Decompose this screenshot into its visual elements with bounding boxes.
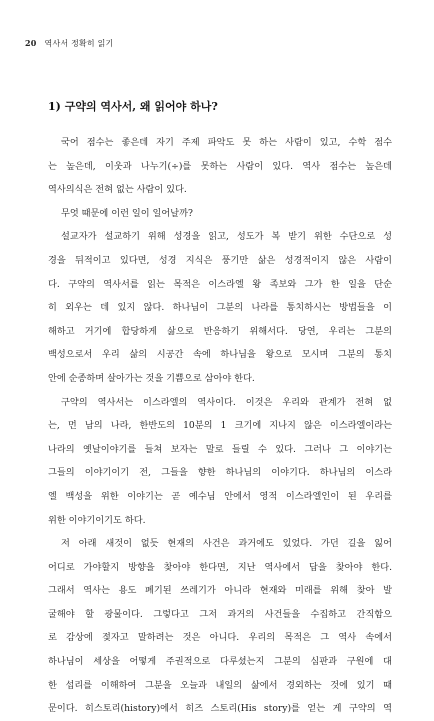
text-line: 엘 백성을 위한 이야기는 곧 예수님 안에서 영적 이스라엘인이 된 우리를 xyxy=(48,490,392,502)
running-head xyxy=(25,38,113,49)
text-line: 그래서 역사는 용도 폐기된 쓰레기가 아니라 현재와 미래를 위해 찾아 발 xyxy=(48,585,392,597)
text-line: 문이다. 히스토리(history)에서 히즈 스토리(His story)를 얻는 게 구약의 역 xyxy=(48,703,392,715)
text-line: 그들의 이야기이기 전, 그들을 향한 하나님의 이야기다. 하나님의 이스라 xyxy=(48,467,392,479)
text-line: 경을 뒤적이고 있다면, 성경 지식은 풍기만 삶은 성경적이지 않은 사람이 xyxy=(48,254,392,266)
text-line: 백성으로서 우리 삶의 시공간 속에 하나님을 왕으로 모시며 그분의 통치 xyxy=(48,349,392,361)
text-line: 한 섭리를 이해하여 그분을 오늘과 내일의 삶에서 경외하는 것에 있기 때 xyxy=(48,679,392,691)
text-line: 무엇 때문에 이런 일이 일어날까? xyxy=(61,207,193,219)
section-heading: 1) 구약의 역사서, 왜 읽어야 하나? xyxy=(48,100,218,113)
text-line: 역사의식은 전혀 없는 사람이 있다. xyxy=(48,184,187,196)
text-line: 히 외우는 데 있지 않다. 하나님이 그분의 나라를 통치하시는 방법들을 이 xyxy=(48,302,392,314)
text-line: 국어 점수는 좋은데 자기 주제 파악도 못 하는 사람이 있고, 수학 점수 xyxy=(61,137,392,148)
text-line: 저 아래 새것이 없듯 현재의 사건은 과거에도 있었다. 가던 길을 잃어 xyxy=(61,538,392,550)
page-number: 20 xyxy=(25,38,37,48)
text-line: 하나님이 세상을 어떻게 주권적으로 다루셨는지 그분의 심판과 구원에 대 xyxy=(48,656,392,668)
text-line: 굴해야 할 광물이다. 그렇다고 그저 과거의 사건들을 수집하고 간직함으 xyxy=(48,608,392,620)
running-title: 역사서 정확히 읽기 xyxy=(44,39,114,48)
text-line: 위한 이야기이기도 하다. xyxy=(48,514,146,526)
text-line: 어디로 가야할지 방향을 찾아야 한다면, 지난 역사에서 답을 찾아야 한다. xyxy=(48,561,392,573)
text-line: 안에 순종하며 살아가는 것을 기쁨으로 삼아야 한다. xyxy=(48,372,255,384)
text-line: 다. 구약의 역사서를 읽는 목적은 이스라엘 왕 족보와 그가 한 일을 단순 xyxy=(48,278,392,290)
text-line: 는 높은데, 이웃과 나누기(÷)를 못하는 사람이 있다. 역사 점수는 높은데 xyxy=(48,160,392,172)
text-line: 로 감상에 젖자고 말하려는 것은 아니다. 우리의 목적은 그 역사 속에서 xyxy=(48,632,392,644)
text-line: 구약의 역사서는 이스라엘의 역사이다. 이것은 우리와 관계가 전혀 없 xyxy=(61,396,392,408)
body-text xyxy=(48,131,392,721)
text-line: 나라의 옛날이야기를 들쳐 보자는 말로 들릴 수 있다. 그러나 그 이야기는 xyxy=(48,443,392,455)
text-line: 해하고 거기에 합당하게 삶으로 반응하기 위해서다. 당연, 우리는 그분의 xyxy=(48,325,392,337)
text-line: 설교자가 설교하기 위해 성경을 읽고, 성도가 복 받기 위한 수단으로 성 xyxy=(61,231,392,243)
text-line: 는, 먼 남의 나라, 한반도의 10분의 1 크기에 지나지 않은 이스라엘이라는 xyxy=(48,420,392,432)
